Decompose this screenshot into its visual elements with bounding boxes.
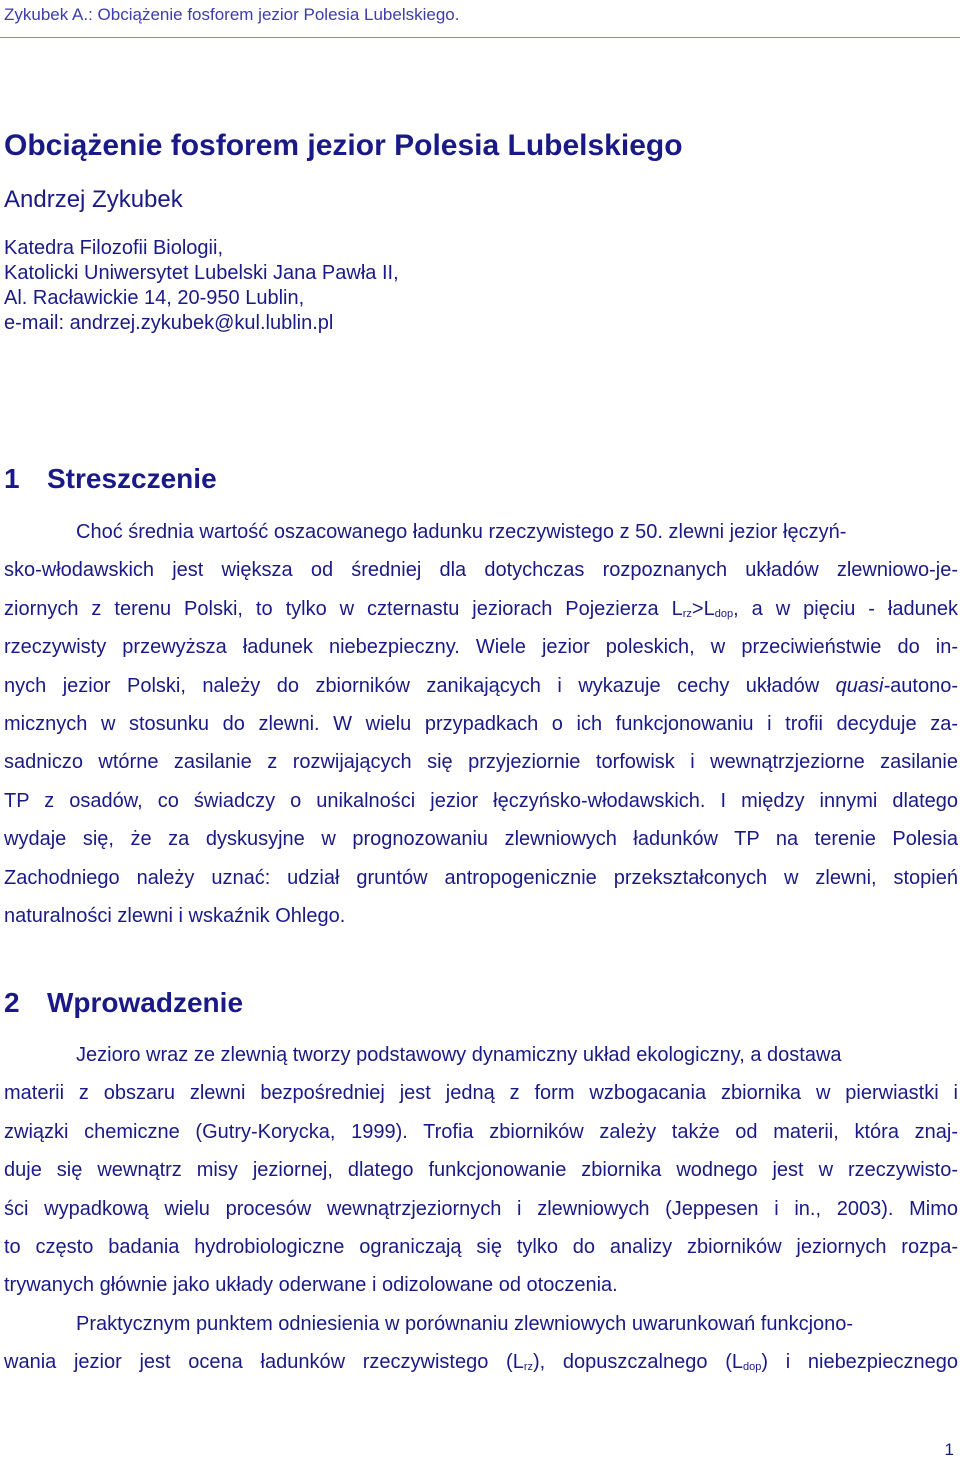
affiliation-line: Al. Racławickie 14, 20-950 Lublin,	[4, 287, 305, 309]
text-line: naturalności zlewni i wskaźnik Ohlego.	[4, 905, 346, 928]
section-heading-introduction	[4, 986, 243, 1020]
introduction-paragraph	[4, 1036, 958, 1382]
text-line: ści wypadkową wielu procesów wewnątrzjeziornych i zlewniowych (Jeppesen i in., 2003). Mimo	[4, 1197, 958, 1220]
affiliation-line: Katedra Filozofii Biologii,	[4, 237, 223, 259]
abstract-paragraph	[4, 513, 958, 935]
text-line: to często badania hydrobiologiczne ograniczają się tylko do analizy zbiorników jeziornych rozpa-	[4, 1236, 958, 1259]
text-line: micznych w stosunku do zlewni. W wielu przypadkach o ich funkcjonowaniu i trofii decyduje za-	[4, 713, 958, 736]
text-line: sko-włodawskich jest większa od średniej dla dotychczas rozpoznanych układów zlewniowo-je-	[4, 559, 958, 582]
page-number: 1	[944, 1440, 954, 1459]
affiliation-email: e-mail: andrzej.zykubek@kul.lublin.pl	[4, 312, 334, 334]
header-rule	[0, 37, 960, 38]
text-line: rzeczywisty przewyższa ładunek niebezpieczny. Wiele jezior poleskich, w przeciwieństwie do in-	[4, 636, 958, 659]
subscript: dop	[714, 607, 734, 620]
text-line: nych jezior Polski, należy do zbiorników zanikających i wykazuje cechy układów quasi-autono-	[4, 674, 958, 697]
affiliation-block	[4, 236, 399, 336]
subscript: rz	[682, 607, 692, 620]
author-name: Andrzej Zykubek	[4, 186, 183, 213]
text-line: wania jezior jest ocena ładunków rzeczywistego $(L_{rz})$, dopuszczalnego $(L_{dop})$ i niebezpiecznego	[4, 1351, 958, 1374]
section-heading-abstract	[4, 462, 217, 496]
subscript: rz	[523, 1361, 533, 1374]
section-title: Streszczenie	[47, 463, 217, 494]
text-line: Zachodniego należy uznać: udział gruntów antropogenicznie przekształconych w zlewni, stopień	[4, 866, 958, 889]
text-line: TP z osadów, co świadczy o unikalności jezior łęczyńsko-włodawskich. I między innymi dlatego	[4, 789, 958, 812]
italic-term: quasi-	[835, 674, 891, 697]
text-line: Jezioro wraz ze zlewnią tworzy podstawowy dynamiczny układ ekologiczny, a dostawa	[76, 1044, 842, 1066]
text-line: sadniczo wtórne zasilanie z rozwijających się przyjeziornie torfowisk i wewnątrzjeziorne zasilanie	[4, 751, 958, 774]
subscript: dop	[742, 1361, 762, 1374]
section-title: Wprowadzenie	[47, 987, 244, 1018]
text-line: duje się wewnątrz misy jeziornej, dlatego funkcjonowanie zbiornika wodnego jest w rzeczywisto-	[4, 1159, 958, 1182]
text-line: Praktycznym punktem odniesienia w porównaniu zlewniowych uwarunkowań funkcjono-	[76, 1312, 854, 1335]
text-line: trywanych głównie jako układy oderwane i odizolowane od otoczenia.	[4, 1274, 618, 1297]
text-line: wydaje się, że za dyskusyjne w prognozowaniu zlewniowych ładunków TP na terenie Polesia	[4, 828, 958, 851]
running-header: Zykubek A.: Obciążenie fosforem jezior Polesia Lubelskiego.	[4, 5, 460, 24]
text-line: materii z obszaru zlewni bezpośredniej jest jedną z form wzbogacania zbiornika w pierwiastki i	[4, 1082, 958, 1105]
text-line: Choć średnia wartość oszacowanego ładunku rzeczywistego z 50. zlewni jezior łęczyń-	[76, 521, 847, 543]
text-line: ziornych z terenu Polski, to tylko w czternastu jeziorach Pojezierza $L_{rz}>L_{dop}$, a w pięciu - ładunek	[4, 597, 958, 620]
text-line: związki chemiczne (Gutry-Korycka, 1999). Trofia zbiorników zależy także od materii, która znaj-	[4, 1120, 958, 1143]
section-number: 1	[4, 463, 20, 494]
section-number: 2	[4, 987, 20, 1018]
paper-title: Obciążenie fosforem jezior Polesia Lubelskiego	[4, 129, 683, 162]
affiliation-line: Katolicki Uniwersytet Lubelski Jana Pawła II,	[4, 262, 399, 284]
